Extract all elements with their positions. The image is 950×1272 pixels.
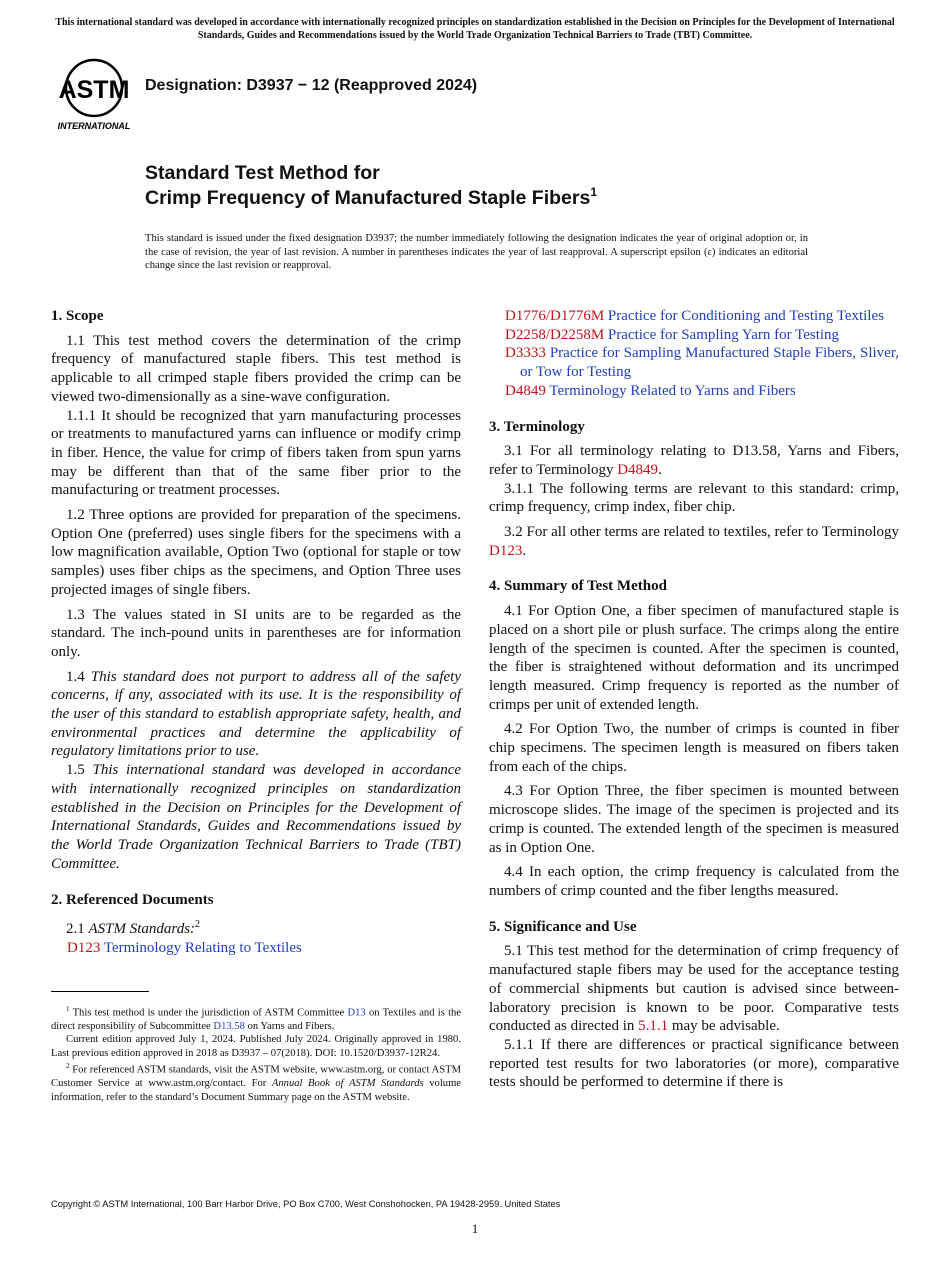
para-5-1-end: may be advisable. [671,1018,780,1035]
title-line-2 [145,186,597,211]
ref-title[interactable]: Terminology Related to Yarns and Fibers [549,382,796,399]
section-1-heading: 1. Scope [51,308,104,324]
page-number: 1 [471,1221,479,1236]
para-1-5-text: This international standard was developed in accordance with internationally recognized principles on standardization established in the Decision on Principles for the Development of International Standards, Guides and Recommendations issued by the World Trade Organization Technical Barriers to Trade (TBT) Committee. [51,762,462,872]
para-1-4-text: This standard does not purport to address all of the safety concerns, if any, associated with its use. It is the responsibility of the user of this standard to establish appropriate safety, health, and environmental practices and determine the applicability of regulatory limitations prior to use. [51,668,461,760]
section-5-heading: 5. Significance and Use [489,918,637,935]
para-3-1: 3.1 For all terminology relating to D13.58, Yarns and Fibers, refer to Terminology D4849. [489,443,899,478]
ref-title[interactable]: Terminology Relating to Textiles [103,939,302,956]
d123-link[interactable]: D123 [489,542,523,559]
para-1-1: 1.1 This test method covers the determination of the crimp frequency of manufactured staple fibers. This test method is applicable to all crimped staple fibers provided the crimp can be viewed two-dimensionally as a sine-wave configuration. [51,332,461,405]
para-4-4: 4.4 In each option, the crimp frequency is calculated from the numbers of crimp counted and the fiber lengths measured. [489,864,899,899]
logo-text: ASTM [58,76,130,104]
title-footnote-ref[interactable]: 1 [590,185,598,199]
para-1-5-num: 1.5 [66,762,85,779]
section-4-heading: 4. Summary of Test Method [489,578,667,595]
footnote-divider [51,991,149,992]
ref-title[interactable]: Practice for Sampling Yarn for Testing [607,326,840,343]
astm-standards-label: ASTM Standards: [88,921,196,938]
title-line-1: Standard Test Method for [145,162,380,184]
copyright: Copyright © ASTM International, 100 Barr Harbor Drive, PO Box C700, West Conshohocken, PA 19428-2959. United States [51,1199,561,1209]
ref-code[interactable]: D4849 [505,382,546,399]
section-3-heading: 3. Terminology [489,418,585,435]
footnote-2-text-b: volume information, refer to the standard’s Document Summary page on the ASTM website. [51,1078,462,1103]
document-title [145,161,597,211]
ref-code[interactable]: D3333 [505,345,546,362]
para-3-2-text: 3.2 For all other terms are related to textiles, refer to Terminology [504,524,899,541]
para-3-1-text: 3.1 For all terminology relating to D13.58, Yarns and Fibers, refer to Terminology [489,443,899,478]
left-column [51,307,461,958]
para-1-1-1: 1.1.1 It should be recognized that yarn manufacturing processes or treatments to manufactured yarns can influence or modify crimp in fiber. Hence, the value for crimp of fibers taken from spun yarns may be different than that of the same fiber prior to the manufacturing or treatment processes. [51,407,461,499]
ref-code[interactable]: D1776/D1776M [505,308,605,324]
footnotes [51,1003,461,1104]
para-1-4-num: 1.4 [66,668,85,685]
para-5-1-1: 5.1.1 If there are differences or practical significance between reported test results for two laboratories (or more), comparative tests should be performed to determine if there is [489,1036,899,1091]
section-5-1-1-link[interactable]: 5.1.1 [638,1018,669,1035]
para-1-2: 1.2 Three options are provided for preparation of the specimens. Option One (preferred) uses single fibers for the specimens with a low magnification available, Option Two (optional for staple or tow samples) uses fiber chips as the specimens, and Option Three uses projected images of single fibers. [51,507,461,598]
para-3-2: 3.2 For all other terms are related to textiles, refer to Terminology D123. [489,524,899,559]
ref-item[interactable] [489,307,899,326]
issue-note: This standard is issued under the fixed designation D3937; the number immediately following the designation indicates the year of original adoption or, in the case of revision, the year of last revision. A number in parentheses indicates the year of last reapproval. A superscript epsilon (ε) indicates an editorial change since the last revision or reapproval. [145,233,808,271]
footnote-2-mark: 2 [66,1062,70,1071]
committee-link[interactable]: D13 [347,1007,366,1019]
logo-subtext: INTERNATIONAL [57,121,131,131]
ref-code[interactable]: D2258/D2258M [505,326,605,343]
title-line-2-text: Crimp Frequency of Manufactured Staple Fibers [145,187,591,209]
para-3-1-1: 3.1.1 The following terms are relevant to this standard: crimp, crimp frequency, crimp index, fiber chip. [489,480,899,516]
d4849-link[interactable]: D4849 [617,461,659,478]
ref-title[interactable]: Practice for Conditioning and Testing Textiles [607,308,884,324]
para-2-1-num: 2.1 [66,921,85,938]
right-column [489,307,899,1092]
designation: Designation: D3937 − 12 (Reapproved 2024) [145,77,478,94]
para-2-1 [51,916,461,939]
footnote-edition: Current edition approved July 1, 2024. Published July 2024. Originally approved in 1980. Last previous edition approved in 2018 as D3937 – 07(2018). DOI: 10.1520/D3937-12R24. [51,1034,461,1059]
footnote-2-italic: Annual Book of ASTM Standards [271,1078,424,1090]
para-5-1 [489,942,899,1036]
para-1-5 [51,761,461,873]
footnote-1 [51,1003,461,1033]
ref-item[interactable] [489,344,899,381]
ref-title[interactable]: Practice for Sampling Manufactured Staple Fibers, Sliver, or Tow for Testing [520,345,899,381]
para-1-3: 1.3 The values stated in SI units are to be regarded as the standard. The inch-pound units in parentheses are for information only. [51,606,461,660]
footnote-2 [51,1060,461,1104]
para-5-1-text: 5.1 This test method for the determination of crimp frequency of manufactured staple fibers may be used for the acceptance testing of commercial shipments but caution is advised since between-laboratory precision is known to be poor. Comparative tests conducted as directed in [489,943,899,1035]
top-note: This international standard was developed in accordance with internationally recognized principles on standardization established in the Decision on Principles for the Development of International Standards, Guides and Recommendations issued by the World Trade Organization Technical Barriers to Trade (TBT) Committee. [55,17,895,41]
astm-logo [54,56,134,132]
ref-item[interactable] [489,326,899,345]
footnote-1-text-a: This test method is under the jurisdiction of ASTM Committee [72,1007,345,1019]
footnote-2-ref[interactable]: 2 [195,919,201,931]
para-4-3: 4.3 For Option Three, the fiber specimen is mounted between microscope slides. The image of the specimen is projected and its crimp is counted. The extended length of the specimen is measured as in Option One. [489,783,899,856]
ref-item[interactable] [489,382,899,401]
ref-item[interactable] [51,939,461,958]
ref-code[interactable]: D123 [67,939,101,956]
section-2-heading: 2. Referenced Documents [51,892,214,909]
subcommittee-link[interactable]: D13.58 [213,1020,245,1032]
para-1-4 [51,668,461,762]
footnote-1-text-c: on Yarns and Fibers. [247,1020,335,1032]
para-4-1: 4.1 For Option One, a fiber specimen of manufactured staple is placed on a short pile or plush surface. The crimps along the entire length of the specimen is counted. After the specimen is counted, the fiber is straightened without deformation and its uncrimped length measured. Crimp frequency is reported as the number of crimps per unit of extended length. [489,603,899,713]
footnote-2-text-a: For referenced ASTM standards, visit the ASTM website, www.astm.org, or contact ASTM Customer Service at www.astm.org/contact. For [51,1064,461,1090]
footnote-1-text-b: on Textiles and is the direct responsibility of Subcommittee [51,1007,462,1032]
para-4-2: 4.2 For Option Two, the number of crimps is counted in fiber chip specimens. The specimen length is measured on fibers taken from each of the chips. [489,721,899,775]
footnote-1-mark: 1 [66,1005,70,1013]
